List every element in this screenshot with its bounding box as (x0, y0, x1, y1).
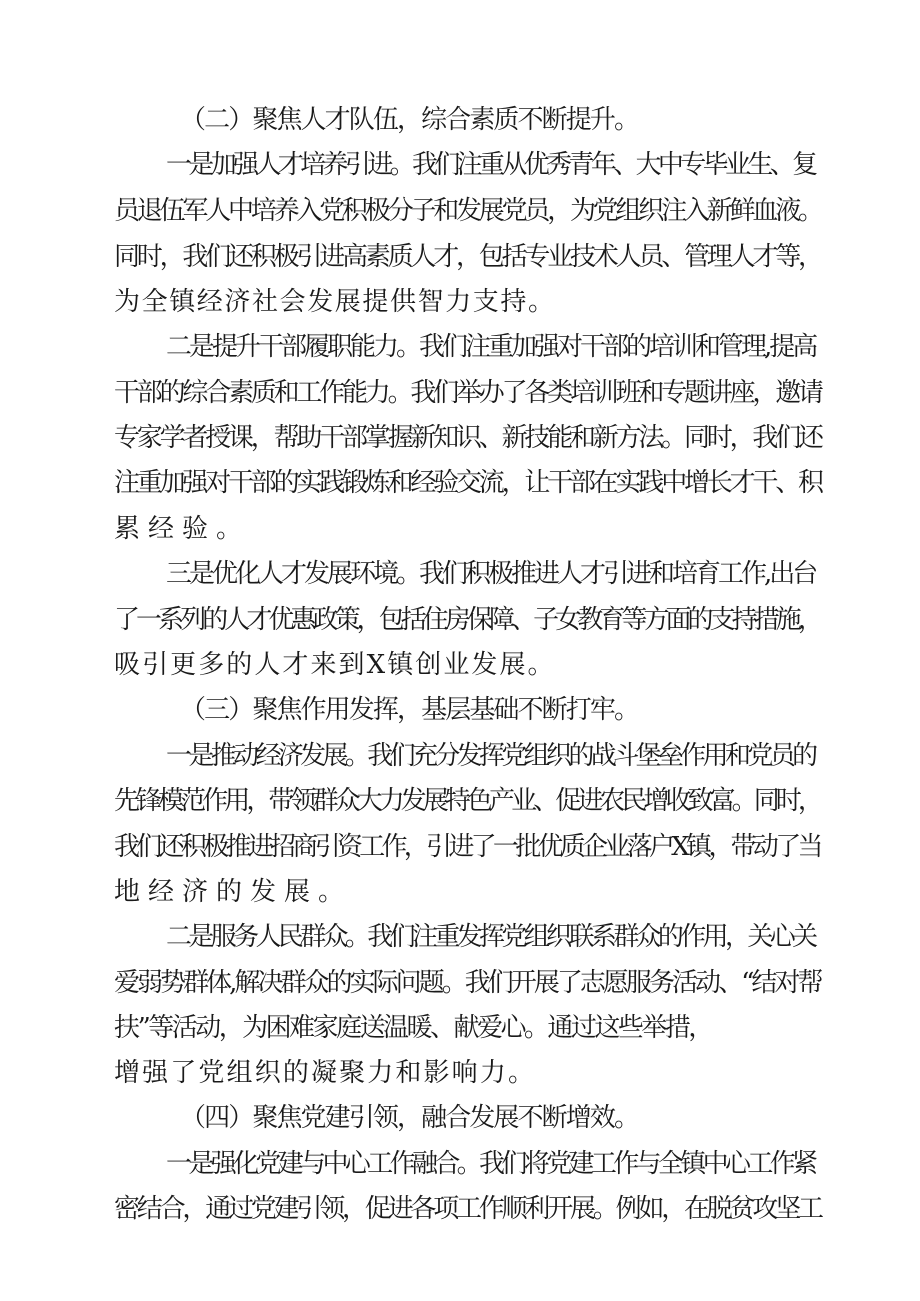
paragraph-line: 一是加强人才培养引进。我们注重从优秀青年、大中专毕业生、复 (166, 150, 815, 180)
section-heading-3: （三）聚焦作用发挥，基层基础不断打牢。 (180, 695, 639, 725)
paragraph-line: 干部的综合素质和工作能力。我们举办了各类培训班和专题讲座，邀请 (114, 378, 821, 408)
paragraph-line: 地经济的发展。 (114, 877, 353, 907)
paragraph-line: 一是推动经济发展。我们充分发挥党组织的战斗堡垒作用和党员的 (166, 741, 815, 771)
paragraph-line: 员退伍军人中培养入党积极分子和发展党员，为党组织注入新鲜血液。 (114, 196, 821, 226)
paragraph-line: 一是强化党建与中心工作融合。我们将党建工作与全镇中心工作紧 (166, 1149, 815, 1179)
paragraph-line: 扶”等活动，为困难家庭送温暖、献爱心。通过这些举措， (114, 1013, 712, 1043)
paragraph-line: 吸引更多的人才来到X镇创业发展。 (114, 650, 556, 680)
section-heading-2: （二）聚焦人才队伍，综合素质不断提升。 (180, 105, 639, 135)
paragraph-line: 密结合，通过党建引领，促进各项工作顺利开展。例如，在脱贫攻坚工 (114, 1194, 821, 1224)
paragraph-line: 二是提升干部履职能力。我们注重加强对干部的培训和管理,提高 (166, 332, 816, 362)
paragraph-line: 为全镇经济社会发展提供智力支持。 (114, 287, 556, 317)
paragraph-line: 累经验。 (114, 514, 251, 544)
paragraph-line: 我们还积极推进招商引资工作，引进了一批优质企业落户X镇，带动了当 (114, 832, 820, 862)
paragraph-line: 爱弱势群体,解决群众的实际问题。我们开展了志愿服务活动、“结对帮 (114, 968, 821, 998)
paragraph-line: 同时，我们还积极引进高素质人才，包括专业技术人员、管理人才等， (114, 242, 821, 272)
paragraph-line: 专家学者授课，帮助干部掌握新知识、新技能和新方法。同时，我们还 (114, 423, 821, 453)
paragraph-line: 三是优化人才发展环境。我们积极推进人才引进和培育工作,出台 (166, 559, 816, 589)
paragraph-line: 了一系列的人才优惠政策，包括住房保障、子女教育等方面的支持措施， (114, 605, 820, 635)
paragraph-line: 先锋模范作用，带领群众大力发展特色产业、促进农民增收致富。同时， (114, 786, 820, 816)
paragraph-line: 增强了党组织的凝聚力和影响力。 (114, 1058, 537, 1088)
section-heading-4: （四）聚焦党建引领，融合发展不断增效。 (180, 1103, 639, 1133)
paragraph-line: 二是服务人民群众。我们注重发挥党组织联系群众的作用，关心关 (166, 922, 815, 952)
paragraph-line: 注重加强对干部的实践锻炼和经验交流，让干部在实践中增长才干、积 (114, 468, 821, 498)
